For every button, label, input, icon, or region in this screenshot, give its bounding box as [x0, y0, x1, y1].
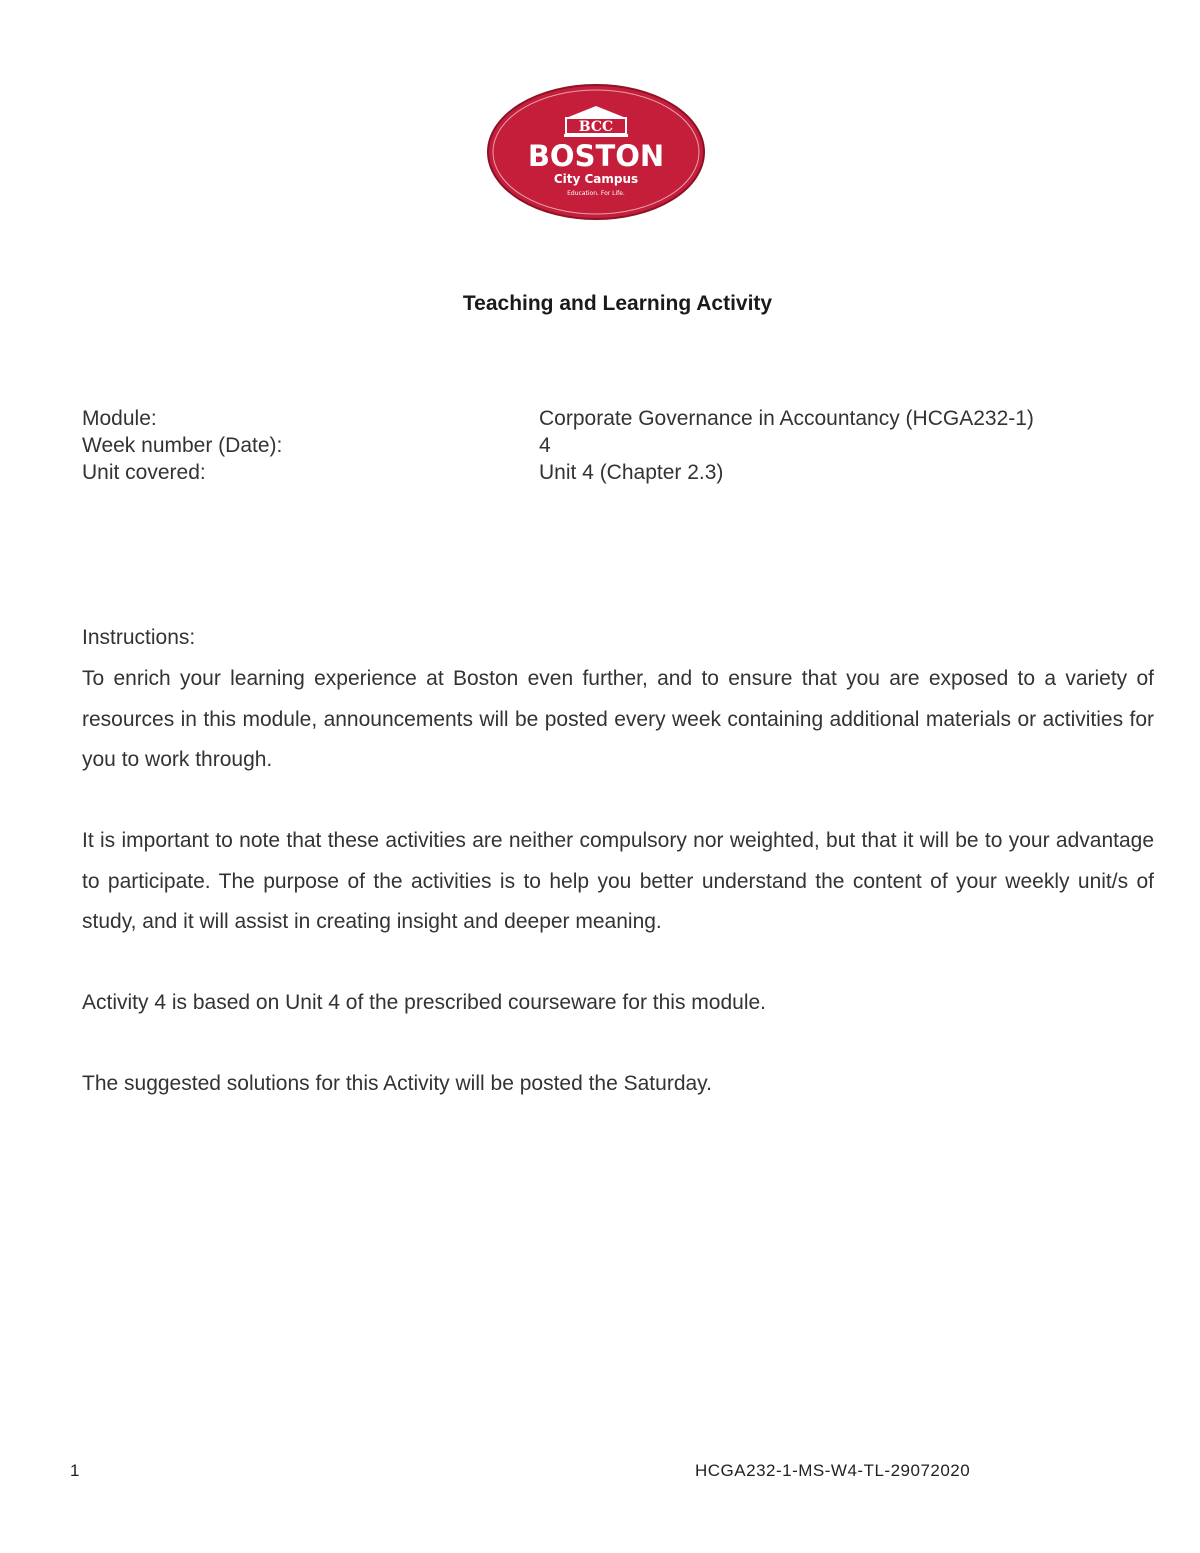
document-code: HCGA232-1-MS-W4-TL-29072020 — [695, 1461, 971, 1480]
paragraph-1: To enrich your learning experience at Boston even further, and to ensure that you are exposed to a variety of resources in this module, announcements will be posted every week containing additional materials or activities for you to work through. — [82, 667, 1154, 771]
module-row — [82, 405, 1034, 432]
module-value: Corporate Governance in Accountancy (HCGA232-1) — [539, 407, 1034, 430]
boston-city-campus-logo — [486, 82, 706, 222]
logo-campus: City Campus — [553, 172, 639, 186]
week-row — [82, 432, 1034, 459]
logo-name: BOSTON — [527, 139, 665, 173]
unit-label: Unit covered: — [82, 461, 206, 484]
unit-row — [82, 459, 1034, 486]
module-info — [82, 405, 1034, 486]
instructions-heading: Instructions: — [82, 626, 196, 649]
week-label: Week number (Date): — [82, 434, 283, 457]
paragraph-3: Activity 4 is based on Unit 4 of the prescribed courseware for this module. — [82, 991, 766, 1014]
week-value: 4 — [539, 434, 551, 457]
logo-initials: BCC — [578, 119, 614, 135]
paragraph-4: The suggested solutions for this Activity will be posted the Saturday. — [82, 1072, 712, 1095]
module-label: Module: — [82, 407, 157, 430]
unit-value: Unit 4 (Chapter 2.3) — [539, 461, 724, 484]
logo-tagline: Education. For Life. — [567, 190, 625, 197]
document-title: Teaching and Learning Activity — [462, 292, 773, 315]
paragraph-2: It is important to note that these activities are neither compulsory nor weighted, but that it will be to your advantage to participate. The purpose of the activities is to help you better understand the content of your weekly unit/s of study, and it will assist in creating insight and deeper meaning. — [82, 829, 1154, 933]
page-number: 1 — [70, 1461, 80, 1480]
